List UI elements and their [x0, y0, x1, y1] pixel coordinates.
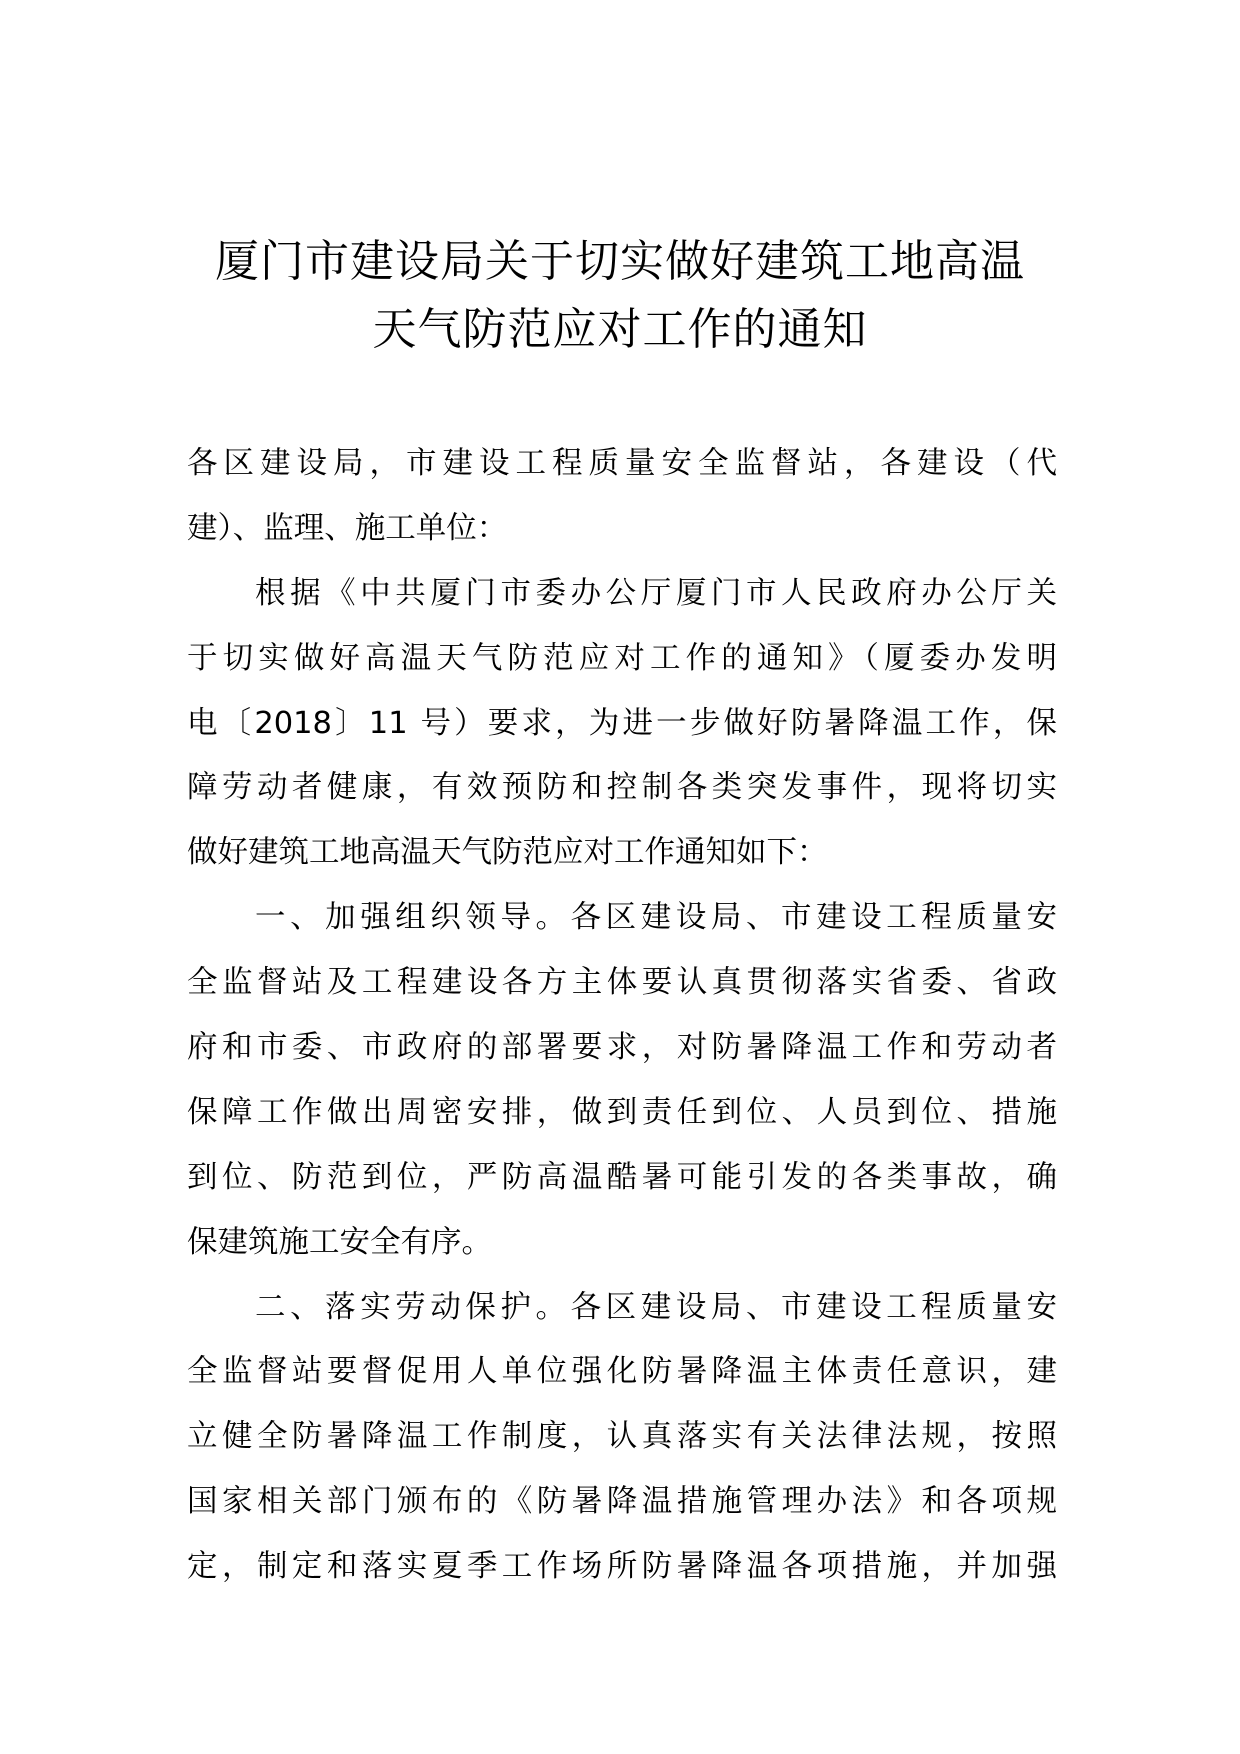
- paragraph-two-line-3: 立健全防暑降温工作制度，认真落实有关法律法规，按照: [187, 1419, 1057, 1455]
- paragraph-two-line-5: 定，制定和落实夏季工作场所防暑降温各项措施，并加强: [187, 1549, 1057, 1585]
- document-title-line-1: 厦门市建设局关于切实做好建筑工地高温: [215, 236, 1025, 287]
- paragraph-two-line-2: 全监督站要督促用人单位强化防暑降温主体责任意识，建: [187, 1354, 1057, 1390]
- document-title-line-2: 天气防范应对工作的通知: [372, 304, 868, 355]
- paragraph-two-line-4: 国家相关部门颁布的《防暑降温措施管理办法》和各项规: [187, 1484, 1057, 1520]
- paragraph-one-line-4: 保障工作做出周密安排，做到责任到位、人员到位、措施: [187, 1094, 1057, 1130]
- document-body: [187, 432, 1057, 1600]
- paragraph-one-line-5: 到位、防范到位，严防高温酷暑可能引发的各类事故，确: [187, 1159, 1057, 1195]
- paragraph-intro-line-3: 电〔2018〕11 号）要求，为进一步做好防暑降温工作，保: [187, 705, 1057, 741]
- paragraph-intro-line-4: 障劳动者健康，有效预防和控制各类突发事件，现将切实: [187, 770, 1057, 806]
- paragraph-two-line-1: 二、落实劳动保护。各区建设局、市建设工程质量安: [255, 1289, 1057, 1325]
- paragraph-intro-line-5: 做好建筑工地高温天气防范应对工作通知如下：: [187, 835, 828, 871]
- salutation-line-2: 建）、监理、施工单位：: [187, 510, 508, 546]
- paragraph-one-line-3: 府和市委、市政府的部署要求，对防暑降温工作和劳动者: [187, 1030, 1057, 1066]
- salutation-line-1: 各区建设局，市建设工程质量安全监督站，各建设（代: [187, 446, 1057, 481]
- paragraph-one-line-6: 保建筑施工安全有序。: [187, 1224, 492, 1260]
- paragraph-one-line-1: 一、加强组织领导。各区建设局、市建设工程质量安: [255, 900, 1057, 936]
- paragraph-one-line-2: 全监督站及工程建设各方主体要认真贯彻落实省委、省政: [187, 965, 1057, 1001]
- paragraph-intro-line-1: 根据《中共厦门市委办公厅厦门市人民政府办公厅关: [255, 575, 1057, 611]
- paragraph-intro-line-2: 于切实做好高温天气防范应对工作的通知》（厦委办发明: [187, 640, 1057, 676]
